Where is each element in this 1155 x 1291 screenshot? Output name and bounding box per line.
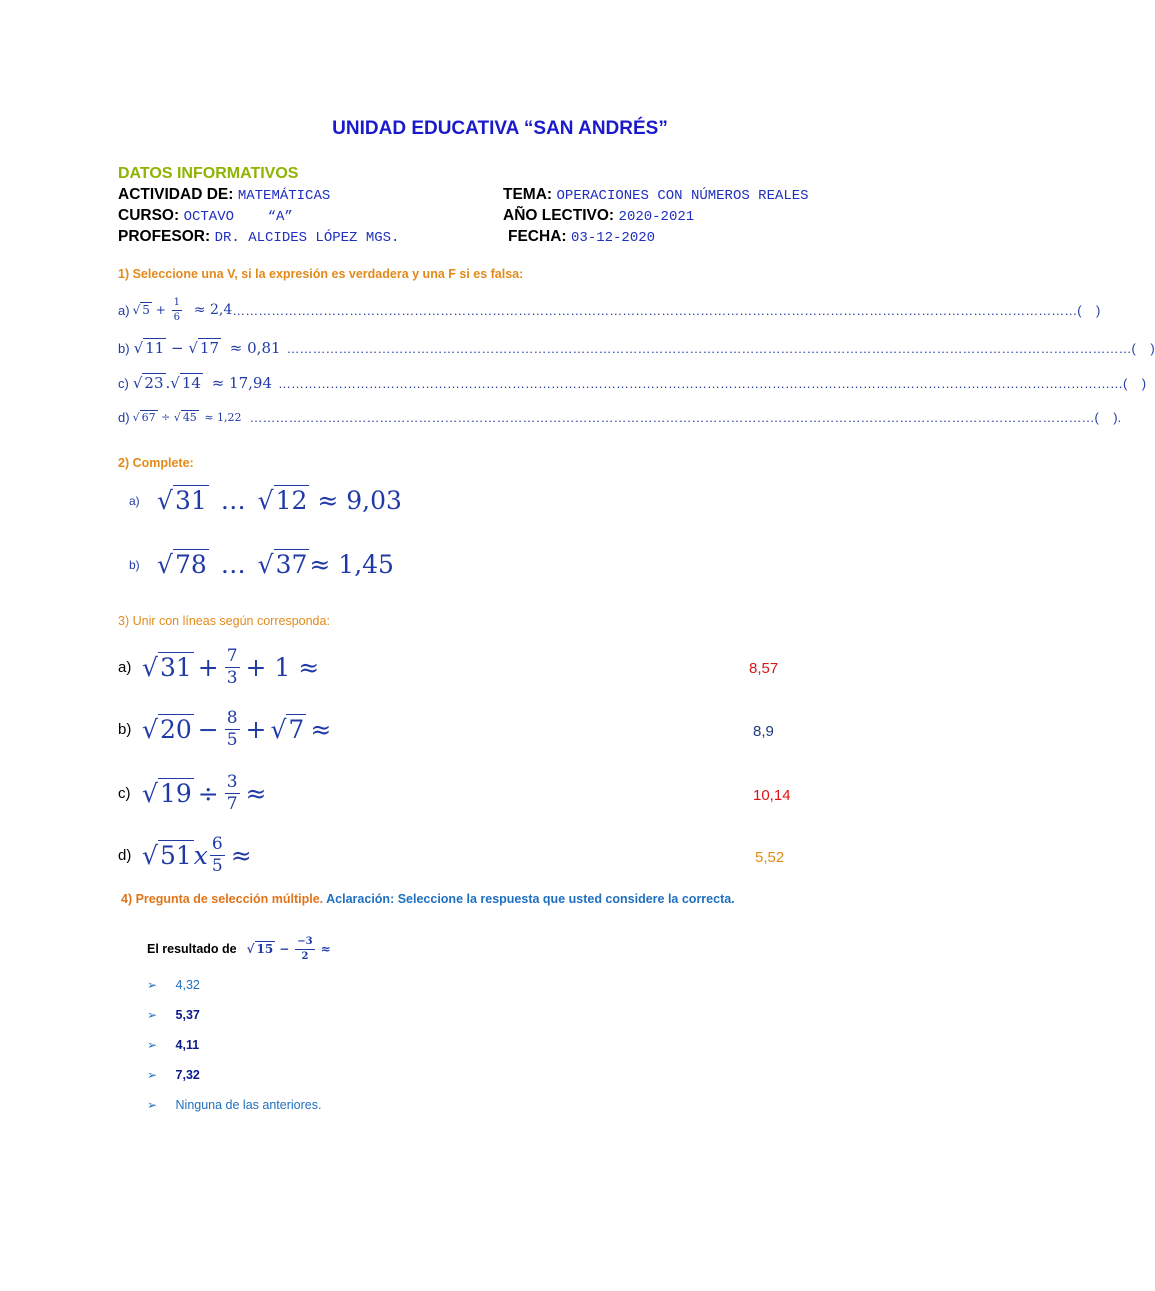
q1-radicand: 17: [199, 339, 220, 357]
tema-row: [503, 186, 809, 204]
q3-operator: ÷: [197, 778, 219, 808]
q4-denominator: 2: [301, 950, 309, 962]
fecha-label: FECHA:: [508, 228, 567, 245]
q1-dotted-line: ……………………………………………………………………………………………………………………………………………………………………………: [232, 303, 1078, 318]
q4-option-4[interactable]: [147, 1066, 200, 1084]
actividad-value: MATEMÁTICAS: [237, 188, 331, 204]
q3-radicand: 20: [159, 714, 192, 744]
q1-item-d: d) √ 67 ÷ √ 45 ≈ 1,22 …………………………………………………………………………………………………………………………………………………………………………… ( ).: [118, 410, 1122, 425]
q2-radicand: 31: [174, 486, 207, 515]
q4-clarification: Aclaración: Seleccione la respuesta que usted considere la correcta.: [326, 892, 735, 906]
q2-radicand: 78: [174, 550, 207, 579]
q2-result: ≈ 1,45: [309, 550, 394, 579]
q2-radicand: 37: [275, 550, 308, 579]
q4-option-label: 5,37: [175, 1008, 200, 1022]
arrow-bullet-icon: ➢: [147, 978, 158, 992]
profesor-value: DR. ALCIDES LÓPEZ MGS.: [214, 230, 400, 246]
q2-item-letter: b): [129, 557, 140, 572]
q3-denominator: 5: [226, 729, 238, 750]
q3-answer-d[interactable]: 5,52: [755, 849, 785, 866]
profesor-label: PROFESOR:: [118, 228, 211, 245]
q1-operator: −: [171, 339, 184, 357]
q3-answer-c[interactable]: 10,14: [753, 787, 791, 804]
arrow-bullet-icon: ➢: [147, 1068, 158, 1082]
q3-radicand: 31: [159, 652, 192, 682]
q4-option-1[interactable]: [147, 976, 200, 994]
q2-radicand: 12: [275, 486, 308, 515]
q1-operator: ÷: [161, 411, 171, 424]
q3-operator: +: [197, 652, 219, 682]
q4-operator: −: [279, 942, 290, 956]
q4-option-label: 4,32: [175, 978, 200, 992]
q1-radicand: 5: [142, 303, 150, 317]
q3-numerator: 3: [226, 771, 238, 792]
q4-option-5[interactable]: [147, 1096, 321, 1114]
q3-numerator: 8: [226, 707, 238, 728]
q4-option-label: Ninguna de las anteriores.: [175, 1098, 322, 1112]
q1-dotted-line: ……………………………………………………………………………………………………………………………………………………………………………: [278, 375, 1123, 391]
anio-value: 2020-2021: [618, 209, 695, 225]
q1-result: ≈ 0,81: [229, 339, 281, 357]
q4-tail: ≈: [320, 942, 331, 956]
q3-denominator: 5: [211, 855, 223, 876]
q3-tail: + 1 ≈: [245, 652, 320, 682]
q1-item-a: a) √ 5 + $\frac{1}{6}$ ≈ 2,4 …………………………………………………………………………………………………………………………………………………………………………… ( ): [118, 297, 1101, 323]
q1-item-letter: a): [118, 303, 130, 318]
curso-row: [118, 207, 293, 225]
q4-instruction: 4) Pregunta de selección múltiple.: [121, 892, 324, 906]
q3-item-letter: d): [118, 846, 132, 864]
q2-result: ≈ 9,03: [317, 486, 402, 515]
q4-numerator: −3: [295, 937, 314, 950]
q1-result: ≈ 2,4: [193, 302, 233, 318]
q3-radicand: 7: [288, 714, 305, 744]
info-heading: DATOS INFORMATIVOS: [118, 165, 299, 182]
q4-option-3[interactable]: [147, 1036, 199, 1054]
q2-item-a: a) √31 … √12 ≈ 9,03: [129, 486, 402, 515]
q4-option-label: 7,32: [175, 1068, 200, 1082]
q1-answer-bracket-a[interactable]: ( ): [1077, 303, 1101, 318]
anio-row: [503, 207, 694, 225]
q1-result: ≈ 1,22: [204, 411, 242, 424]
q2-blank[interactable]: …: [220, 486, 246, 515]
q1-answer-bracket-b[interactable]: ( ): [1131, 340, 1155, 356]
arrow-bullet-icon: ➢: [147, 1008, 158, 1022]
arrow-bullet-icon: ➢: [147, 1098, 158, 1112]
q1-item-letter: c): [118, 375, 129, 391]
q4-option-label: 4,11: [175, 1038, 200, 1052]
q1-dotted-line: ……………………………………………………………………………………………………………………………………………………………………………: [249, 410, 1095, 425]
q3-item-a[interactable]: a) √31 + $\frac{7}{3}$ + 1 ≈: [118, 645, 320, 688]
q1-radicand: 23: [144, 374, 164, 392]
curso-value: OCTAVO “A”: [183, 209, 293, 225]
q1-numerator: 1: [172, 298, 182, 311]
q1-item-b: b) √ 11 − √ 17 ≈ 0,81 …………………………………………………………………………………………………………………………………………………………………………… ( ): [118, 339, 1155, 357]
tema-value: OPERACIONES CON NÚMEROS REALES: [556, 188, 809, 204]
q3-radicand: 51: [159, 840, 192, 870]
actividad-row: [118, 186, 330, 204]
q3-denominator: 3: [226, 667, 238, 688]
q2-blank[interactable]: …: [220, 550, 246, 579]
q1-item-letter: b): [118, 340, 130, 356]
q4-option-2[interactable]: [147, 1006, 200, 1024]
q1-dotted-line: ……………………………………………………………………………………………………………………………………………………………………………: [286, 340, 1132, 356]
q1-result: ≈ 17,94: [211, 374, 272, 392]
actividad-label: ACTIVIDAD DE:: [118, 186, 234, 203]
q1-radicand: 67: [141, 411, 156, 424]
fecha-value: 03-12-2020: [571, 230, 656, 246]
page-title: UNIDAD EDUCATIVA “SAN ANDRÉS”: [332, 118, 668, 139]
q1-item-c: c) √ 23 .√ 14 ≈ 17,94 …………………………………………………………………………………………………………………………………………………………………………… ( ): [118, 374, 1147, 392]
curso-label: CURSO:: [118, 207, 180, 224]
q1-item-letter: d): [118, 410, 130, 425]
q2-instruction: 2) Complete:: [118, 456, 194, 470]
q3-answer-b[interactable]: 8,9: [753, 723, 774, 740]
q3-radicand: 19: [159, 778, 192, 808]
q1-answer-bracket-c[interactable]: ( ): [1123, 375, 1147, 391]
q3-item-letter: b): [118, 720, 132, 738]
q3-item-letter: c): [118, 784, 131, 802]
q4-radicand: 15: [256, 942, 274, 956]
q1-radicand: 11: [145, 339, 165, 357]
q3-operator: +: [245, 714, 267, 744]
q3-numerator: 7: [226, 645, 238, 666]
q3-item-d[interactable]: d) √51 x $\frac{6}{5}$ ≈: [118, 833, 252, 876]
q1-radicand: 45: [182, 411, 197, 424]
profesor-row: [118, 228, 399, 246]
q3-tail: ≈: [310, 714, 332, 744]
q4-header: [121, 892, 735, 906]
q4-prompt: El resultado de: [147, 942, 237, 956]
q3-numerator: 6: [211, 833, 223, 854]
q1-instruction: 1) Seleccione una V, si la expresión es verdadera y una F si es falsa:: [118, 267, 524, 281]
q3-operator: x: [193, 840, 208, 870]
q3-item-letter: a): [118, 658, 132, 676]
q1-denominator: 6: [173, 312, 180, 323]
q3-answer-a[interactable]: 8,57: [749, 660, 779, 677]
tema-label: TEMA:: [503, 186, 553, 203]
q1-operator: +: [155, 303, 166, 317]
q2-item-letter: a): [129, 493, 140, 508]
q4-prompt-row: El resultado de √ 15 − $\frac{-3}{2}$ ≈: [147, 935, 331, 962]
q1-radicand: 14: [181, 374, 201, 392]
q3-denominator: 7: [226, 793, 238, 814]
q3-tail: ≈: [230, 840, 252, 870]
q3-tail: ≈: [245, 778, 267, 808]
q3-operator: −: [197, 714, 219, 744]
arrow-bullet-icon: ➢: [147, 1038, 158, 1052]
q1-answer-bracket-d[interactable]: ( ).: [1094, 410, 1122, 425]
fecha-row: [508, 228, 655, 246]
q3-item-c[interactable]: c) √19 ÷ $\frac{3}{7}$ ≈: [118, 771, 267, 814]
q3-item-b[interactable]: b) √20 − $\frac{8}{5}$ + √7 ≈: [118, 707, 332, 750]
q1-operator: .: [165, 374, 171, 392]
q3-instruction: 3) Unir con líneas según corresponda:: [118, 614, 330, 628]
q2-item-b: b) √78 … √37≈ 1,45: [129, 550, 394, 579]
anio-label: AÑO LECTIVO:: [503, 207, 615, 224]
